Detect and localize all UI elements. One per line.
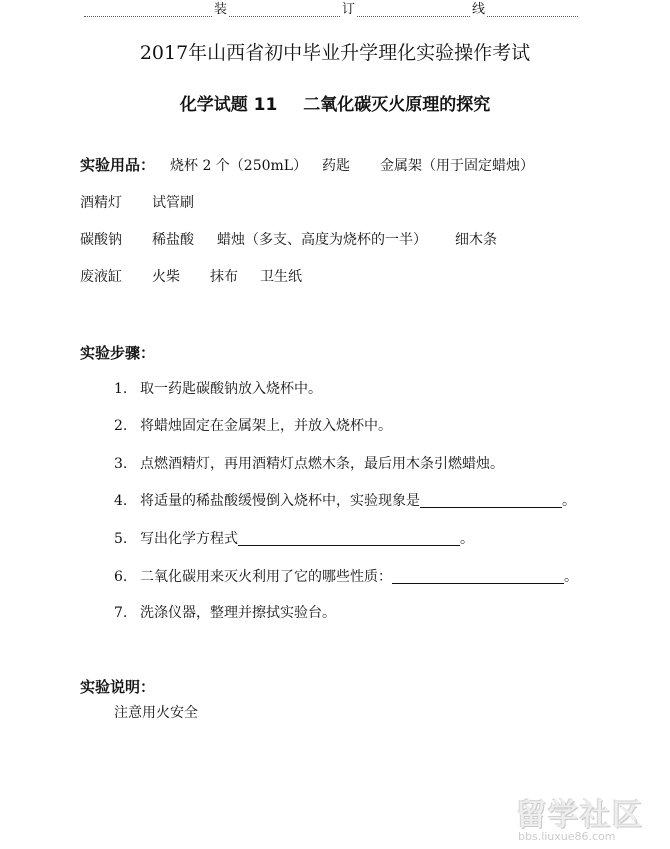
step-text: 洗涤仪器，整理并擦拭实验台。: [140, 605, 336, 621]
step-text: 取一药匙碳酸钠放入烧杯中。: [140, 381, 322, 397]
step-item: [114, 453, 504, 473]
step-number: 2.: [114, 418, 128, 434]
material-item: 卫生纸: [260, 269, 302, 285]
binding-char-ding: 订: [340, 0, 357, 17]
step-number: 3.: [114, 456, 128, 472]
step-number: 7.: [114, 605, 128, 621]
binding-line: [84, 0, 578, 17]
material-item: 碳酸钠: [80, 232, 122, 248]
material-item: 烧杯 2 个（250mL）: [170, 158, 308, 174]
material-item: 抹布: [210, 269, 238, 285]
material-item: 细木条: [455, 232, 497, 248]
step-text: 将蜡烛固定在金属架上，并放入烧杯中。: [140, 418, 392, 434]
step-number: 6.: [114, 569, 128, 585]
notes-heading: 实验说明：: [80, 678, 156, 696]
material-item: 火柴: [152, 269, 180, 285]
binding-char-zhuang: 装: [212, 0, 229, 17]
watermark: [510, 790, 670, 849]
question-number: 化学试题 11: [179, 95, 278, 115]
material-item: 稀盐酸: [152, 232, 194, 248]
step-number: 5.: [114, 531, 128, 547]
step-item: [114, 528, 474, 548]
step-item: [114, 566, 578, 586]
materials-heading: 实验用品：: [80, 156, 156, 174]
step-text: 将适量的稀盐酸缓慢倒入烧杯中，实验现象是: [140, 493, 420, 509]
material-item: 试管刷: [152, 195, 194, 211]
step-item: [114, 602, 336, 622]
step-item: [114, 415, 392, 435]
step-number: 1.: [114, 381, 128, 397]
material-item: 废液缸: [80, 269, 122, 285]
watermark-logo: 留学社区: [516, 798, 644, 833]
material-item: 药匙: [322, 158, 350, 174]
step-tail: 。: [460, 531, 474, 547]
step-text: 点燃酒精灯，再用酒精灯点燃木条，最后用木条引燃蜡烛。: [140, 456, 504, 472]
question-title: [0, 90, 670, 115]
exam-title: 2017年山西省初中毕业升学理化实验操作考试: [139, 42, 531, 64]
step-text: 二氧化碳用来灭火利用了它的哪些性质：: [140, 569, 392, 585]
answer-blank[interactable]: [238, 531, 460, 546]
binding-char-xian: 线: [470, 0, 487, 17]
step-item: [114, 490, 576, 510]
material-item: 酒精灯: [80, 195, 122, 211]
material-item: 蜡烛（多支、高度为烧杯的一半）: [217, 232, 427, 248]
answer-blank[interactable]: [420, 493, 562, 508]
question-name: 二氧化碳灭火原理的探究: [303, 95, 491, 115]
step-tail: 。: [562, 493, 576, 509]
answer-blank[interactable]: [392, 569, 564, 584]
note-text: 注意用火安全: [114, 705, 198, 721]
step-tail: 。: [564, 569, 578, 585]
step-item: [114, 378, 322, 398]
watermark-url: bbs.liuxue86.com: [518, 830, 616, 843]
steps-heading: 实验步骤：: [80, 344, 156, 362]
step-text: 写出化学方程式: [140, 531, 238, 547]
material-item: 金属架（用于固定蜡烛）: [380, 158, 534, 174]
step-number: 4.: [114, 493, 128, 509]
